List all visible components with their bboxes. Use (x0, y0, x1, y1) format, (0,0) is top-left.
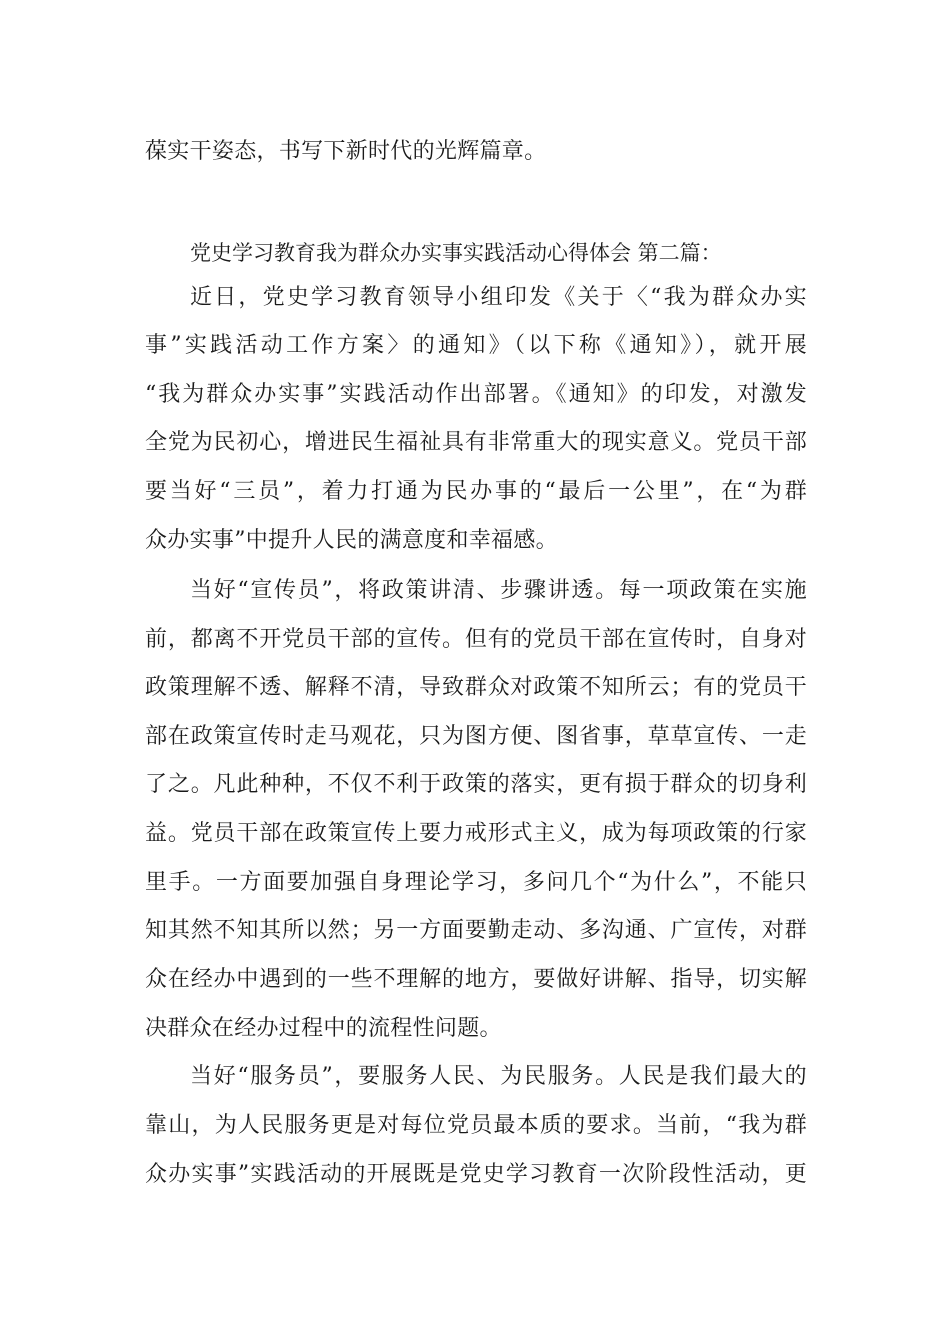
paragraph-2-line-1: 当好“宣传员”，将政策讲清、步骤讲透。每一项政策在实施 (190, 578, 807, 603)
paragraph-2-line-5: 了之。凡此种种，不仅不利于政策的落实，更有损于群众的切身利 (145, 772, 807, 797)
paragraph-2-line-9: 众在经办中遇到的一些不理解的地方，要做好讲解、指导，切实解 (145, 967, 807, 992)
paragraph-1-line-2: 事”实践活动工作方案〉的通知》（以下称《通知》），就开展 (145, 333, 807, 358)
paragraph-2-line-4: 部在政策宣传时走马观花，只为图方便、图省事，草草宣传、一走 (145, 724, 807, 749)
paragraph-1-line-1: 近日，党史学习教育领导小组印发《关于〈“我为群众办实 (190, 285, 807, 310)
paragraph-1-line-4: 全党为民初心，增进民生福祉具有非常重大的现实意义。党员干部 (145, 430, 807, 455)
paragraph-2-line-10: 决群众在经办过程中的流程性问题。 (145, 1016, 502, 1041)
paragraph-1-line-6: 众办实事”中提升人民的满意度和幸福感。 (145, 528, 558, 553)
paragraph-line-end-previous: 葆实干姿态，书写下新时代的光辉篇章。 (145, 139, 547, 164)
paragraph-3-line-2: 靠山，为人民服务更是对每位党员最本质的要求。当前，“我为群 (145, 1113, 807, 1138)
paragraph-1-line-3: “我为群众办实事”实践活动作出部署。《通知》的印发，对激发 (145, 382, 807, 407)
paragraph-2-line-7: 里手。一方面要加强自身理论学习，多问几个“为什么”，不能只 (145, 870, 807, 895)
paragraph-1-line-5: 要当好“三员”，着力打通为民办事的“最后一公里”，在“为群 (145, 479, 807, 504)
paragraph-2-line-3: 政策理解不透、解释不清，导致群众对政策不知所云；有的党员干 (145, 675, 807, 700)
paragraph-2-line-8: 知其然不知其所以然；另一方面要勤走动、多沟通、广宣传，对群 (145, 918, 807, 943)
paragraph-2-line-2: 前，都离不开党员干部的宣传。但有的党员干部在宣传时，自身对 (145, 627, 807, 652)
paragraph-3-line-1: 当好“服务员”，要服务人民、为民服务。人民是我们最大的 (190, 1064, 807, 1089)
paragraph-3-line-3: 众办实事”实践活动的开展既是党史学习教育一次阶段性活动，更 (145, 1162, 807, 1187)
paragraph-2-line-6: 益。党员干部在政策宣传上要力戒形式主义，成为每项政策的行家 (145, 821, 807, 846)
section-title: 党史学习教育我为群众办实事实践活动心得体会 第二篇： (190, 241, 722, 265)
